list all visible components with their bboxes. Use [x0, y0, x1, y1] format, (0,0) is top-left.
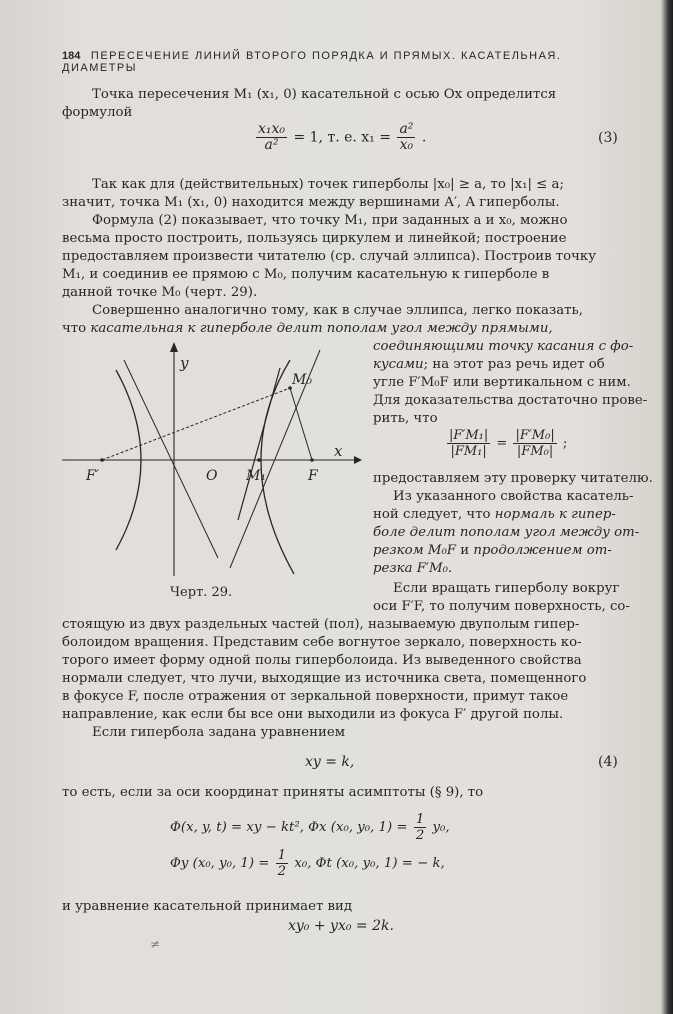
text-line: Если вращать гиперболу вокруг [393, 581, 620, 596]
frac-numerator: a² [399, 121, 414, 137]
frac-denominator: 2 [415, 828, 425, 843]
label-F-prime: F′ [86, 468, 99, 484]
text-line: Так как для (действительных) точек гиперболы |x₀| ≥ a, то |x₁| ≤ a; [92, 177, 564, 192]
label-y: y [180, 354, 189, 372]
formula-ratio [445, 428, 567, 459]
figure-29-hyperbola [62, 340, 362, 580]
frac-denominator: a² [264, 137, 279, 153]
formula-partials-2 [170, 848, 445, 879]
formula-text: = 1, т. е. x₁ = [293, 129, 391, 146]
text-line: Формула (2) показывает, что точку M₁, при заданных a и x₀, можно [92, 213, 568, 228]
text-line: то есть, если за оси координат приняты асимптоты (§ 9), то [62, 785, 484, 800]
hyperbola-right-branch [261, 360, 294, 574]
text-line: Для доказательства достаточно прове- [373, 393, 648, 408]
text-span: ; на этот раз речь идет об [423, 357, 605, 372]
text-line: Совершенно аналогично тому, как в случае эллипса, легко показать, [92, 303, 583, 318]
formula-tangent: xy₀ + yx₀ = 2k. [288, 918, 394, 934]
label-F: F [308, 468, 318, 484]
stray-mark: ≠ [150, 937, 161, 951]
text-line: в фокусе F, после отражения от зеркальной поверхности, примут такое [62, 689, 569, 704]
header-title: ПЕРЕСЕЧЕНИЕ ЛИНИЙ ВТОРОГО ПОРЯДКА И ПРЯМЫХ. КАСАТЕЛЬНАЯ. ДИАМЕТРЫ [62, 50, 562, 74]
frac-numerator: 1 [415, 812, 425, 827]
text-line: торого имеет форму одной полы гиперболоида. Из выведенного свойства [62, 653, 582, 668]
text-line: рить, что [373, 411, 438, 426]
text-line: формулой [62, 105, 133, 120]
asymptote-1 [124, 360, 218, 558]
text-line: болоидом вращения. Представим себе вогнутое зеркало, поверхность ко- [62, 635, 582, 650]
text-span: что [62, 321, 91, 336]
frac-denominator: x₀ [399, 137, 414, 153]
text-line: нормали следует, что лучи, выходящие из источника света, помещенного [62, 671, 587, 686]
y-axis-arrow [170, 342, 178, 352]
text-line: предоставляем эту проверку читателю. [373, 471, 653, 486]
frac-denominator: 2 [277, 864, 287, 879]
text-line: M₁, и соединив ее прямою с M₀, получим касательную к гиперболе в [62, 267, 550, 282]
formula-text: x₀, Φt (x₀, y₀, 1) = − k, [294, 856, 445, 871]
text-line [373, 356, 605, 374]
label-O: O [206, 468, 218, 484]
text-line: соединяющими точку касания с фо- [373, 339, 634, 354]
formula-eq: = [496, 436, 508, 451]
label-x: x [334, 442, 343, 460]
text-line: предоставляем произвести читателю (ср. случай эллипса). Построив точку [62, 249, 597, 264]
page-number: 184 [62, 50, 81, 62]
text-line: стоящую из двух раздельных частей (пол), называемую двуполым гипер- [62, 617, 580, 632]
formula-text: y₀, [432, 820, 450, 835]
x-axis-arrow [354, 456, 362, 464]
formula-text: Φy (x₀, y₀, 1) = [170, 856, 270, 871]
text-line: угле F′M₀F или вертикальном с ним. [373, 375, 631, 390]
text-line: направление, как если бы все они выходили из фокуса F′ другой полы. [62, 707, 564, 722]
label-M1: M₁ [246, 468, 266, 484]
text-line: оси F′F, то получим поверхность, со- [373, 599, 630, 614]
text-line [373, 542, 612, 560]
point-M1 [257, 458, 261, 462]
label-M0: M₀ [292, 372, 312, 388]
italic-span: кусами [373, 357, 424, 372]
frac-numerator: |F′M₁| [449, 428, 489, 443]
text-line: Если гипербола задана уравнением [92, 725, 346, 740]
italic-span: касательная к гиперболе делит пополам угол между прямыми, [90, 321, 553, 336]
equation-number: (4) [598, 754, 618, 770]
frac-numerator: x₁x₀ [258, 121, 286, 137]
text-span: и [456, 543, 474, 558]
book-spine-shadow [661, 0, 673, 1014]
text-line: и уравнение касательной принимает вид [62, 899, 353, 914]
text-line: резка F′M₀. [373, 561, 453, 576]
frac-numerator: |F′M₀| [515, 428, 555, 443]
text-line: Точка пересечения M₁ (x₁, 0) касательной с осью Ox определится [92, 87, 557, 102]
formula-text: Φ(x, y, t) = xy − kt², Φx (x₀, y₀, 1) = [170, 820, 408, 835]
italic-span: продолжением от- [473, 543, 612, 558]
formula-end: . [421, 129, 427, 146]
text-span: ной следует, что [373, 507, 495, 522]
formula-partials-1 [170, 812, 450, 843]
text-line: боле делит пополам угол между от- [373, 525, 640, 540]
running-header [62, 50, 622, 74]
focus-F [310, 458, 314, 462]
text-line: Из указанного свойства касатель- [393, 489, 634, 504]
text-line: данной точке M₀ (черт. 29). [62, 285, 258, 300]
text-line: значит, точка M₁ (x₁, 0) находится между вершинами A′, A гиперболы. [62, 195, 560, 210]
frac-denominator: |FM₁| [450, 444, 487, 459]
frac-numerator: 1 [277, 848, 287, 863]
text-line [62, 320, 553, 338]
figure-caption: Черт. 29. [170, 585, 233, 600]
italic-span: резком M₀F [373, 543, 457, 558]
formula-4: xy = k, [305, 754, 355, 770]
italic-span: нормаль к гипер- [494, 507, 616, 522]
segment-M0-F [290, 388, 312, 460]
equation-number: (3) [598, 130, 618, 146]
formula-3 [254, 122, 426, 153]
text-line: весьма просто построить, пользуясь циркулем и линейкой; построение [62, 231, 567, 246]
formula-end: ; [562, 436, 568, 451]
text-line [373, 506, 616, 524]
focus-F-prime [100, 458, 104, 462]
frac-denominator: |FM₀| [516, 444, 554, 459]
